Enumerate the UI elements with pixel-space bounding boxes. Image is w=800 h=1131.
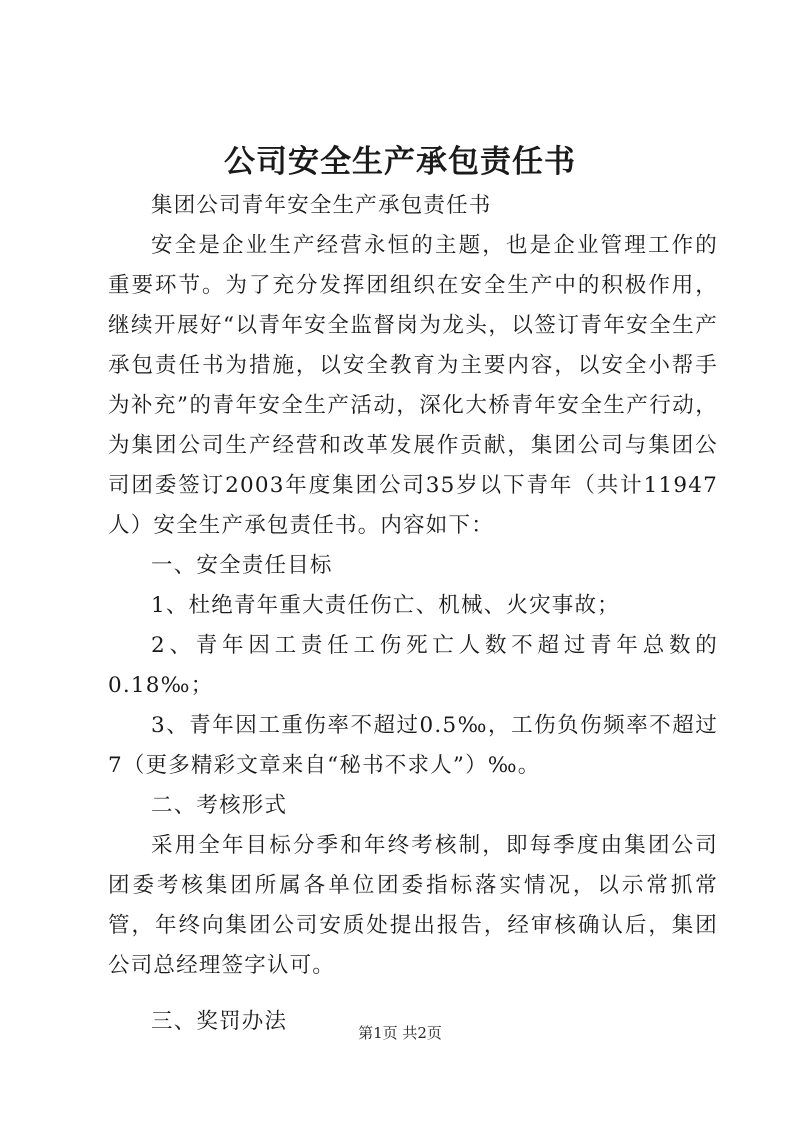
section-heading-assessment: 二、考核形式 bbox=[151, 793, 288, 818]
paragraph-subtitle: 集团公司青年安全生产承包责任书 bbox=[151, 193, 492, 218]
goal-item-3: 3、青年因工重伤率不超过0.5‰，工伤负伤频率不超过7（更多精彩文章来自“秘书不求人”）‰。 bbox=[108, 713, 718, 778]
document-title: 公司安全生产承包责任书 bbox=[224, 144, 576, 180]
document-body bbox=[108, 186, 718, 1042]
section-heading-rewards: 三、奖罚办法 bbox=[151, 1009, 288, 1034]
paragraph-intro: 安全是企业生产经营永恒的主题，也是企业管理工作的重要环节。为了充分发挥团组织在安全生产中的积极作用，继续开展好“以青年安全监督岗为龙头，以签订青年安全生产承包责任书为措施，以安全教育为主要内容，以安全小帮手为补充”的青年安全生产活动，深化大桥青年安全生产行动，为集团公司生产经营和改革发展作贡献，集团公司与集团公司团委签订2003年度集团公司35岁以下青年（共计11947人）安全生产承包责任书。内容如下： bbox=[108, 233, 718, 538]
page-number: 第1页 共2页 bbox=[358, 1024, 442, 1042]
goal-item-2: 2、青年因工责任工伤死亡人数不超过青年总数的0.18‰； bbox=[108, 633, 718, 698]
section-heading-goals: 一、安全责任目标 bbox=[151, 553, 333, 578]
goal-item-1: 1、杜绝青年重大责任伤亡、机械、火灾事故； bbox=[151, 593, 620, 618]
paragraph-assessment: 采用全年目标分季和年终考核制，即每季度由集团公司团委考核集团所属各单位团委指标落实情况，以示常抓常管，年终向集团公司安质处提出报告，经审核确认后，集团公司总经理签字认可。 bbox=[108, 833, 718, 978]
